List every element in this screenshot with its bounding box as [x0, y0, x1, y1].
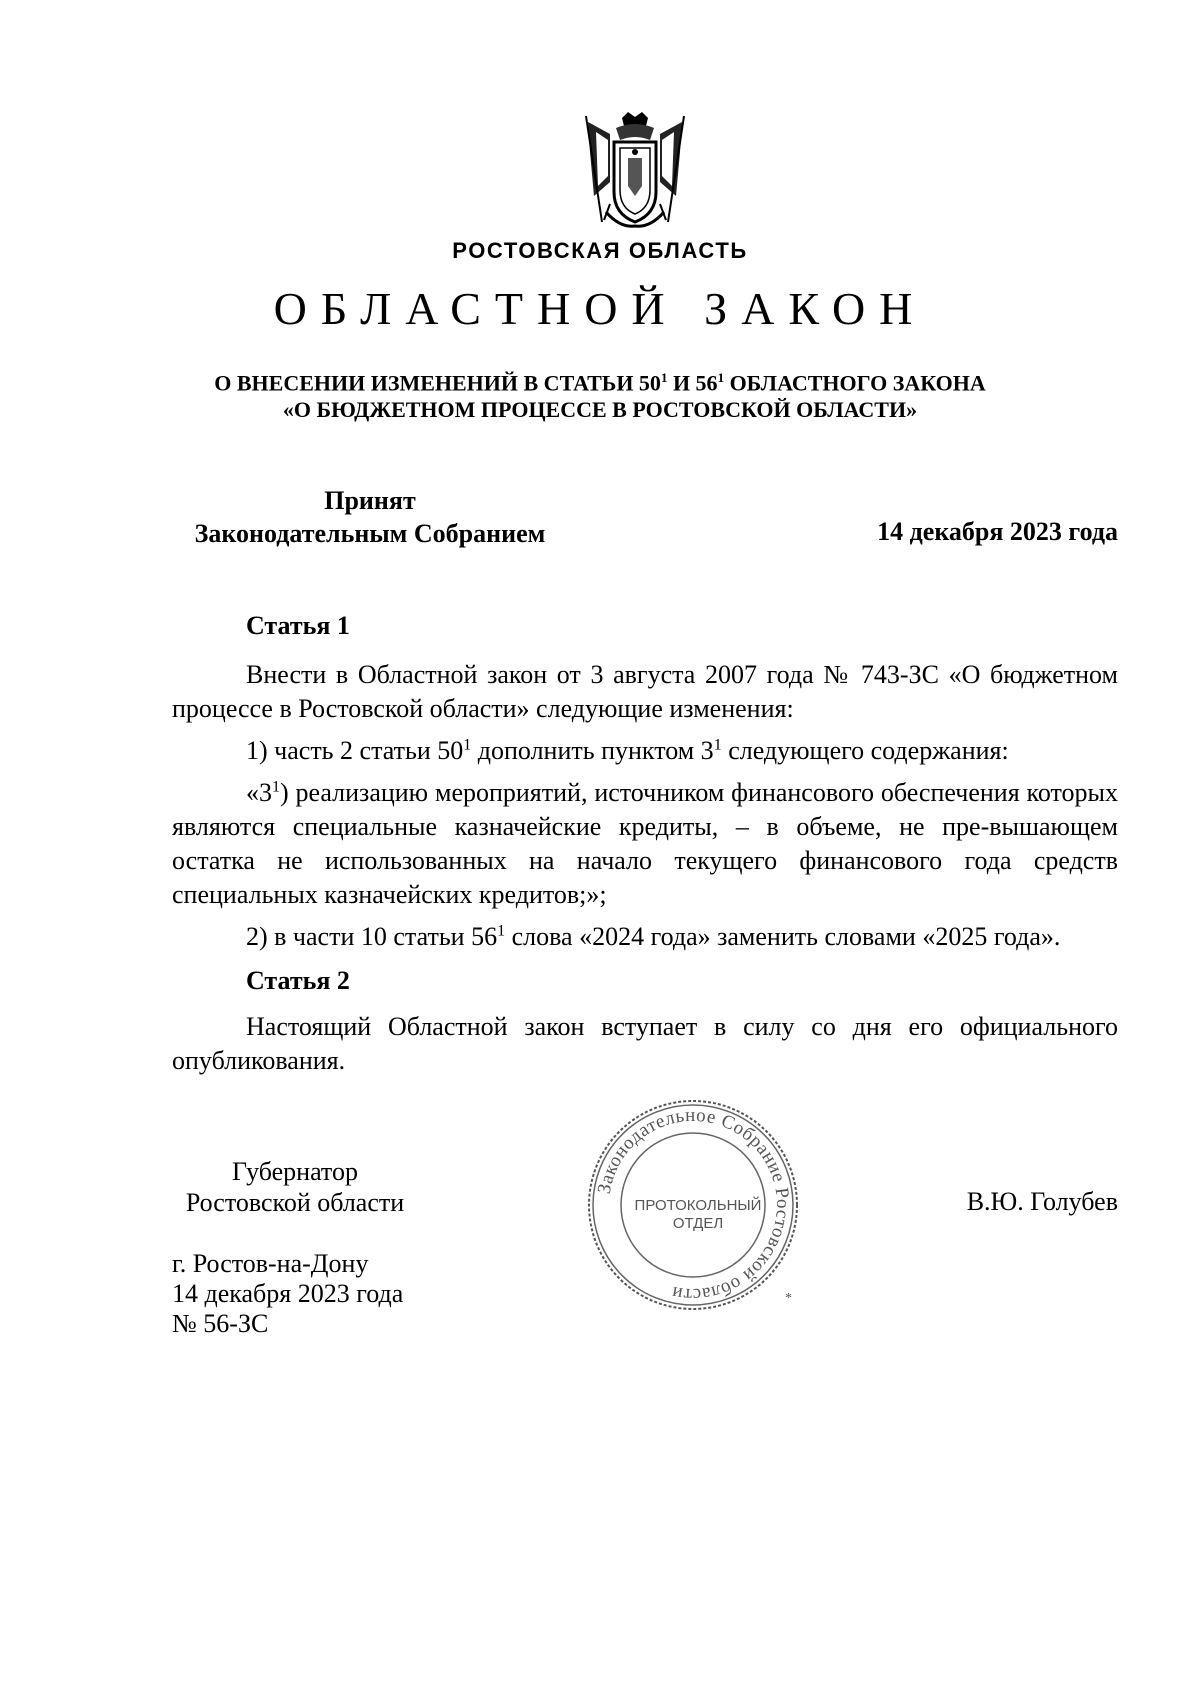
place-city: г. Ростов-на-Дону — [172, 1249, 369, 1278]
stamp-inner-line-2: ОТДЕЛ — [672, 1215, 724, 1232]
stamp-star: * — [785, 1291, 792, 1306]
article-1-intro: Внести в Областной закон от 3 августа 2007 года № 743-ЗС «О бюджетном процессе в Ростовской области» следующие изменения: — [172, 660, 1118, 723]
article-1-heading: Статья 1 — [246, 611, 350, 640]
signatory-name: В.Ю. Голубев — [966, 1187, 1118, 1216]
adoption-statement — [170, 484, 570, 550]
article-2-body — [172, 1010, 1118, 1078]
official-stamp — [585, 1097, 801, 1313]
signatory-title: Губернатор — [232, 1157, 358, 1186]
coat-of-arms-emblem — [580, 112, 690, 230]
adoption-date: 14 декабря 2023 года — [877, 517, 1118, 546]
article-2-heading: Статья 2 — [246, 966, 350, 995]
adopted-by: Законодательным Собранием — [194, 519, 546, 548]
signatory-region: Ростовской области — [185, 1188, 405, 1217]
adopted-label: Принят — [324, 486, 416, 515]
article-1-item-2: 2) в части 10 статьи $56^1$ слова «2024 года» заменить словами «2025 года». — [246, 922, 1061, 951]
article-1-quoted-point: «$3^1$) реализацию мероприятий, источником финансового обеспечения которых являются специальные казначейские кредиты, – в объеме, не пре-вышающем остатка не использованных на начало текущего финансового года средств специальных казначейских кредитов;»; — [172, 778, 1118, 909]
law-number: № 56-ЗС — [172, 1309, 269, 1338]
law-title-line-1: О ВНЕСЕНИИ ИЗМЕНЕНИЙ В СТАТЬИ $50^1$ И $56^1$ ОБЛАСТНОГО ЗАКОНА — [214, 370, 986, 396]
document-type: ОБЛАСТНОЙ ЗАКОН — [273, 283, 927, 334]
law-title-line-2: «О БЮДЖЕТНОМ ПРОЦЕССЕ В РОСТОВСКОЙ ОБЛАСТИ» — [282, 397, 918, 423]
stamp-inner-line-1: ПРОТОКОЛЬНЫЙ — [634, 1197, 762, 1214]
article-1-item-1: 1) часть 2 статьи $50^1$ дополнить пунктом $3^1$ следующего содержания: — [246, 736, 1009, 765]
law-title — [0, 364, 1200, 423]
article-2-text: Настоящий Областной закон вступает в силу со дня его официального опубликования. — [172, 1012, 1118, 1075]
article-1-body — [172, 658, 1118, 954]
place-date: 14 декабря 2023 года — [172, 1279, 404, 1308]
place-and-number — [172, 1249, 403, 1339]
stamp-ring-text: Законодательное Собрание Ростовской области — [593, 1104, 794, 1306]
signatory-position — [170, 1156, 420, 1218]
region-name: РОСТОВСКАЯ ОБЛАСТЬ — [452, 238, 748, 263]
